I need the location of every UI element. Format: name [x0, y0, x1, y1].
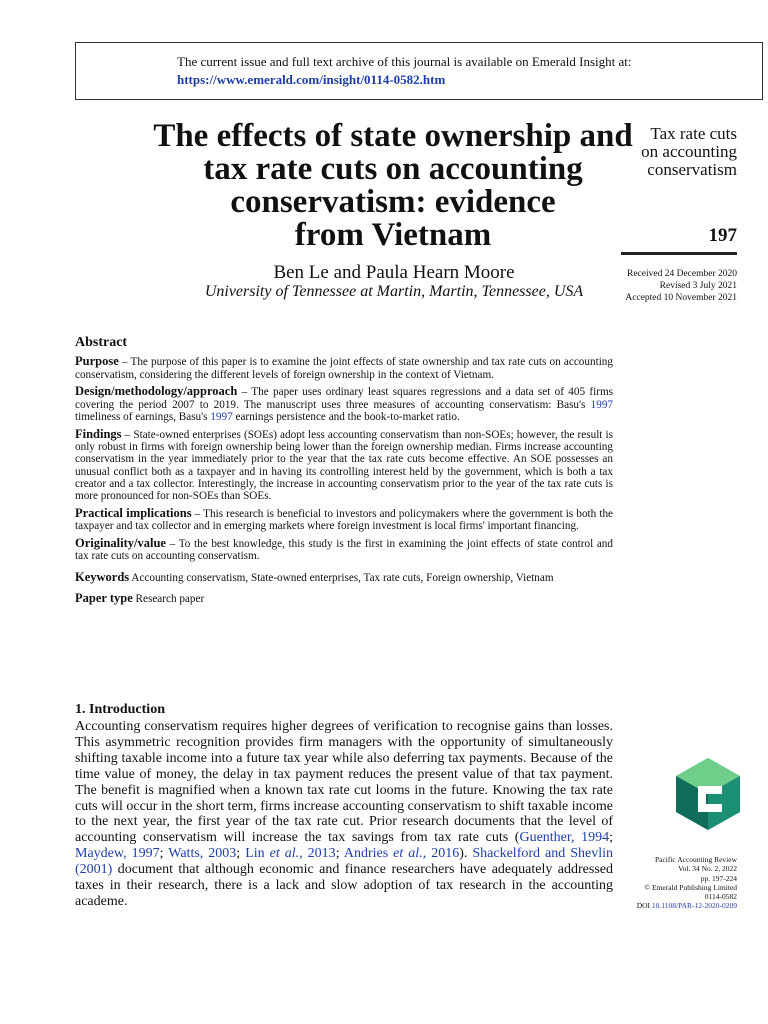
citation-link[interactable]: 1997 [210, 410, 233, 423]
abstract-heading: Abstract [75, 335, 128, 350]
citation-author: Lin [245, 846, 270, 862]
abstract-purpose [75, 355, 613, 381]
abstract-keywords [75, 571, 613, 584]
affiliation: University of Tennessee at Martin, Martin, Tennessee, USA [204, 283, 584, 300]
design-text: earnings persistence and the book-to-market ratio. [232, 410, 460, 423]
citation-etal: et al. [393, 846, 423, 862]
journal-info [637, 855, 737, 911]
journal-name: Pacific Accounting Review [654, 855, 737, 864]
design-text: timeliness of earnings, Basu's [75, 410, 211, 423]
running-title [577, 125, 737, 179]
archive-url-link[interactable]: https://www.emerald.com/insight/0114-0582.htm [177, 72, 446, 87]
title-line: tax rate cuts on accounting [203, 151, 583, 187]
citation-link[interactable]: Watts, 2003 [168, 846, 237, 862]
title-line: from Vietnam [294, 217, 492, 253]
introduction-paragraph: Accounting conservatism requires higher degrees of verification to recognise gains than losses. This asymmetric recognition provides firm managers with the opportunity of simultaneously shifting taxable income into a future tax year while also deferring tax payments. Because of the time value of money, the delay in tax payment reduces the present value of that tax payment. The benefit is magnified when a known tax rate cut looms in the future. Knowing the tax rate cuts will occur in the short term, firms increase accounting conservatism to shift taxable income to the next year, the first year of the tax rate cut. Prior research documents that the level of accounting conservatism will increase the tax savings from tax rate cuts (Guenther, 1994; Maydew, 1997; Watts, 2003; Lin et al., 2013; Andries et al., 2016). Shackelford and Shevlin (2001) document that although economic and finance researchers have adequately addressed taxes in their research, there is a lack and slow adoption of tax research in the accounting academe. [75, 719, 614, 909]
citation-year: , 2016 [422, 846, 460, 862]
abstract-practical [75, 507, 613, 533]
running-title-line: Tax rate cuts [650, 124, 737, 143]
submission-dates [625, 268, 737, 304]
intro-text: Accounting conservatism requires higher degrees of verification to recognise gains than losses. This asymmetric recognition provides firm managers with the opportunity of simultaneously shifting taxable income into a future tax year while also deferring tax payments. Because of the time value of money, the delay in tax payment reduces the present value of that tax payment. The benefit is magnified when a known tax rate cut looms in the future. Knowing the tax rate cuts will occur in the short term, firms increase accounting conservatism to shift taxable income to the next year, the first year of the tax rate cut. Prior research documents that the level of accounting conservatism will increase the tax savings from tax rate cuts ( [75, 719, 613, 846]
abstract-findings [75, 428, 613, 503]
authors: Ben Le and Paula Hearn Moore [273, 262, 515, 283]
abstract [75, 337, 613, 610]
paper-type-label: Paper type [75, 591, 133, 606]
purpose-text: – The purpose of this paper is to examine the joint effects of state ownership and tax rate cuts on accounting conservatism, considering the different levels of foreign ownership in the context of Vietnam. [75, 356, 613, 381]
title-line: conservatism: evidence [230, 184, 556, 220]
findings-text: – State-owned enterprises (SOEs) adopt less accounting conservatism than non-SOEs; however, the result is only robust in firms with foreign ownership being lower than the foreign ownership median. Firms increase accounting conservatism in the year immediately prior to the year that the tax rate cuts become effective. An SOE possesses an unusual conflict both as a taxpayer and in having its controlling interest held by the government, which is both a tax creator and a tax collector. Interestingly, the increase in accounting conservatism prior to the year of the tax rate cuts is more pronounced for non-SOEs than SOEs. [75, 428, 613, 503]
date-accepted: Accepted 10 November 2021 [625, 293, 737, 303]
purpose-label: Purpose [75, 354, 119, 369]
journal-pages: pp. 197-224 [700, 873, 737, 883]
citation-link[interactable] [344, 846, 459, 861]
journal-archive-notice [75, 42, 763, 100]
practical-label: Practical implications [75, 506, 192, 521]
citation-author: Andries [343, 846, 394, 862]
intro-text: document that although economic and finance researchers have adequately addressed taxes in their research, there is a lack and slow adoption of tax research in the accounting academe. [75, 862, 613, 909]
section-heading: 1. Introduction [75, 702, 165, 717]
abstract-paper-type [75, 592, 613, 605]
design-label: Design/methodology/approach [75, 384, 238, 399]
citation-link[interactable] [245, 846, 335, 861]
emerald-logo-icon [676, 758, 740, 830]
doi-link[interactable]: 10.1108/PAR-12-2020-0209 [651, 901, 737, 911]
journal-publisher: © Emerald Publishing Limited [644, 882, 737, 892]
journal-volume: Vol. 34 No. 2, 2022 [678, 864, 737, 874]
page-number: 197 [708, 225, 737, 246]
divider [621, 252, 737, 255]
journal-issn: 0114-0582 [704, 892, 737, 902]
originality-text: – To the best knowledge, this study is the first in examining the joint effects of state control and tax rate cuts on accounting conservatism. [75, 538, 613, 563]
date-received: Received 24 December 2020 [627, 269, 737, 279]
citation-link[interactable]: Guenther, 1994 [519, 830, 610, 846]
abstract-originality [75, 537, 613, 563]
paper-type-text: Research paper [132, 593, 205, 606]
keywords-label: Keywords [75, 569, 130, 584]
running-title-line: on accounting [641, 142, 737, 161]
journal-doi [637, 901, 737, 910]
citation-link[interactable]: Shackelford and Shevlin (2001) [75, 846, 614, 878]
practical-text: – This research is beneficial to investors and policymakers where the government is both the taxpayer and tax collector and in emerging markets where foreign investment is local firms' important financing. [75, 508, 614, 533]
keywords-text: Accounting conservatism, State-owned enterprises, Tax rate cuts, Foreign ownership, Vietnam [129, 571, 554, 584]
intro-text: ). [459, 846, 473, 862]
doi-label: DOI [636, 901, 652, 911]
citation-link[interactable]: 1997 [590, 398, 613, 411]
originality-label: Originality/value [75, 536, 166, 551]
citation-link[interactable]: Maydew, 1997 [75, 846, 160, 862]
abstract-design [75, 385, 613, 423]
citation-year: , 2013 [299, 846, 336, 862]
title-line: The effects of state ownership and [153, 118, 633, 154]
design-text: – The paper uses ordinary least squares regressions and a data set of 405 firms covering the period 2007 to 2019. The manuscript uses three measures of accounting conservatism: Basu's [75, 386, 613, 411]
archive-notice-text: The current issue and full text archive of this journal is available on Emerald Insight at: [177, 54, 632, 69]
findings-label: Findings [75, 426, 122, 441]
citation-etal: et al. [269, 846, 300, 862]
running-title-line: conservatism [647, 160, 737, 179]
date-revised: Revised 3 July 2021 [659, 281, 737, 291]
